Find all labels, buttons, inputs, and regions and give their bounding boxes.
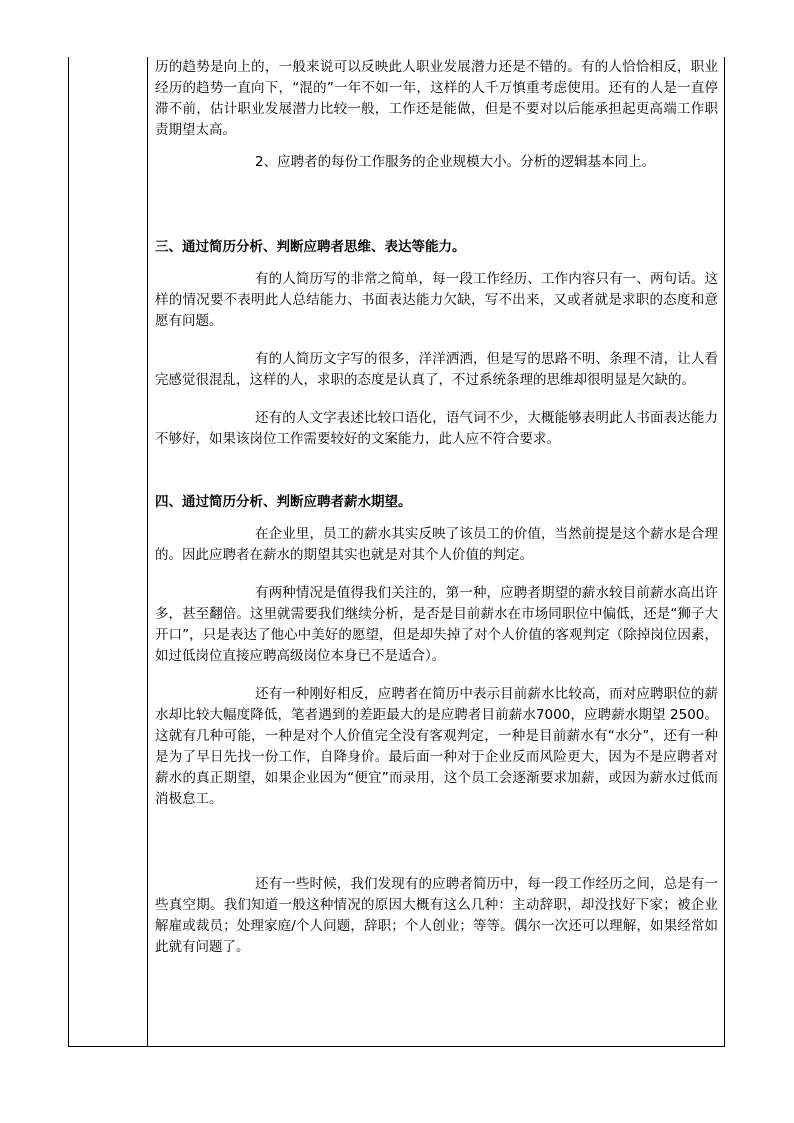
paragraph-salary-lower: 还有一种刚好相反，应聘者在简历中表示目前薪水比较高，而对应聘职位的薪水却比较大幅度降低，笔者遇到的差距最大的是应聘者目前薪水7000，应聘薪水期望 2500。这就有几种可能，一种是对个人价值完全没有客观判定，一种是目前薪水有“水分”，还有一种是为了早日先找一份工作，自降身价。最后面一种对于企业反而风险更大，因为不是应聘者对薪水的真正期望，如果企业因为“便宜”而录用，这个员工会逐渐要求加薪，或因为薪水过低而消极怠工。 — [155, 686, 718, 807]
document-table — [68, 57, 725, 1047]
paragraph-salary-higher: 有两种情况是值得我们关注的，第一种，应聘者期望的薪水较目前薪水高出许多，甚至翻倍。这里就需要我们继续分析，是否是目前薪水在市场同职位中偏低，还是“狮子大开口”，只是表达了他心中美好的愿望，但是却失掉了对个人价值的客观判定（除掉岗位因素，如过低岗位直接应聘高级岗位本身已不是适合）。 — [155, 585, 718, 664]
paragraph-employment-gap: 还有一些时候，我们发现有的应聘者简历中，每一段工作经历之间，总是有一些真空期。我们知道一般这种情况的原因大概有这么几种：主动辞职，却没找好下家；被企业解雇或裁员；处理家庭/个人问题，辞职；个人创业；等等。偶尔一次还可以理解，如果经常如此就有问题了。 — [155, 876, 718, 955]
column-divider — [147, 57, 148, 1046]
section-heading-3: 三、通过简历分析、判断应聘者思维、表达等能力。 — [155, 239, 466, 255]
paragraph-too-simple: 有的人简历写的非常之简单，每一段工作经历、工作内容只有一、两句话。这样的情况要不表明此人总结能力、书面表达能力欠缺，写不出来，又或者就是求职的态度和意愿有问题。 — [155, 271, 718, 329]
paragraph-salary-value: 在企业里，员工的薪水其实反映了该员工的价值，当然前提是这个薪水是合理的。因此应聘者在薪水的期望其实也就是对其个人价值的判定。 — [155, 526, 718, 563]
paragraph-career-trend: 历的趋势是向上的，一般来说可以反映此人职业发展潜力还是不错的。有的人恰恰相反，职业经历的趋势一直向下，“混的”一年不如一年，这样的人千万慎重考虑使用。还有的人是一直停滞不前，估计职业发展潜力比较一般，工作还是能做，但是不要对以后能承担起更高端工作职责期望太高。 — [155, 59, 718, 138]
paragraph-too-verbose: 有的人简历文字写的很多，洋洋洒洒，但是写的思路不明、条理不清，让人看完感觉很混乱，这样的人，求职的态度是认真了，不过系统条理的思维却很明显是欠缺的。 — [155, 351, 718, 388]
paragraph-colloquial: 还有的人文字表述比较口语化，语气词不少，大概能够表明此人书面表达能力不够好，如果该岗位工作需要较好的文案能力，此人应不符合要求。 — [155, 410, 718, 447]
content-cell — [155, 57, 718, 958]
paragraph-company-size: 2、应聘者的每份工作服务的企业规模大小。分析的逻辑基本同上。 — [255, 154, 656, 170]
section-heading-4: 四、通过简历分析、判断应聘者薪水期望。 — [155, 494, 412, 510]
